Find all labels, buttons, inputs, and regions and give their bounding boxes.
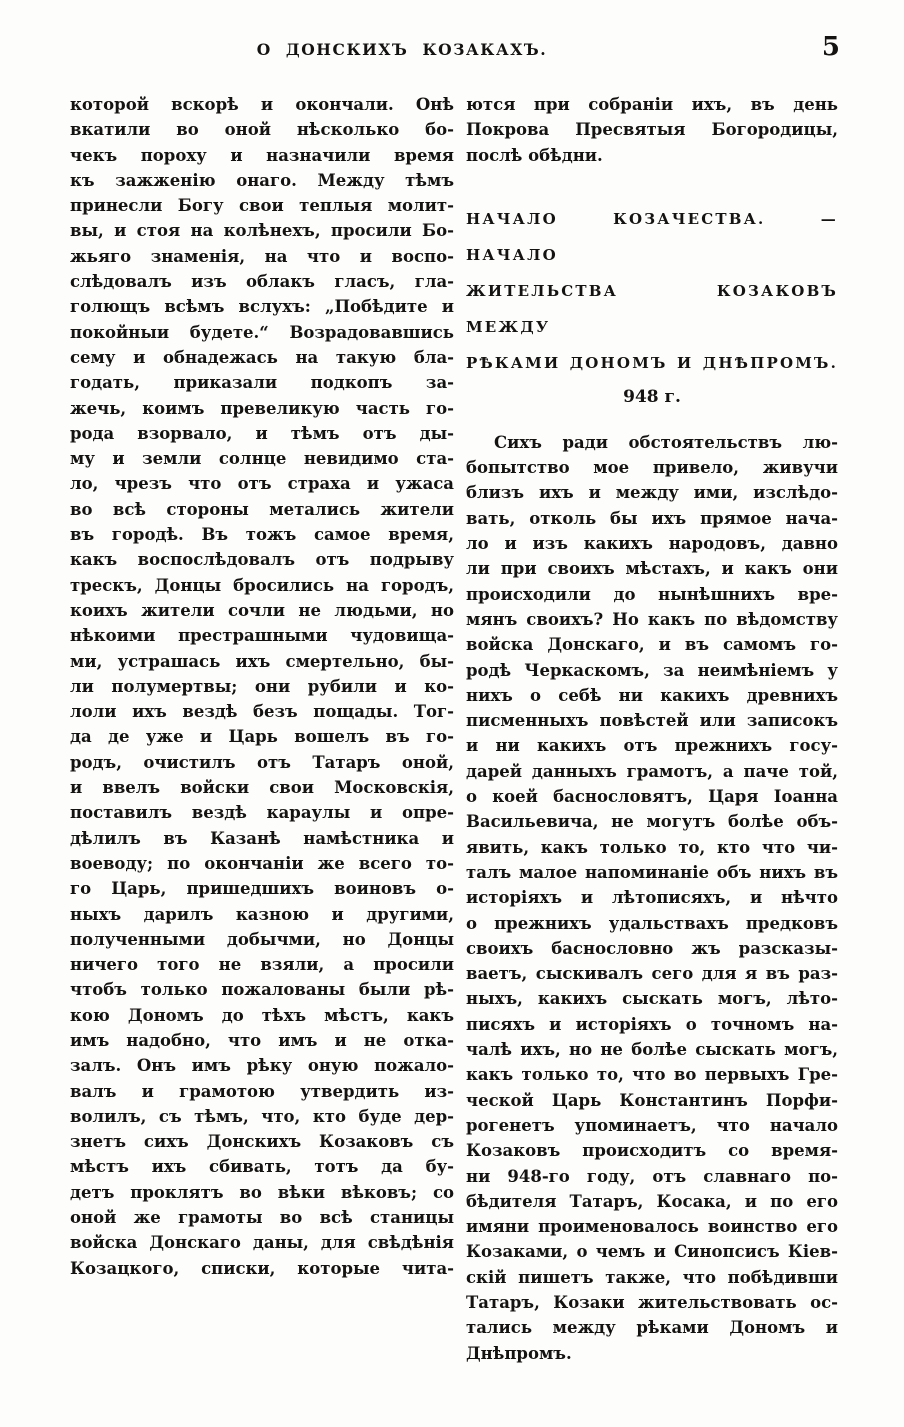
text-line: ваетъ, сыскивалъ сего для я въ раз-	[466, 964, 838, 984]
section-heading	[466, 201, 838, 411]
text-line: ничего того не взяли, а просили	[70, 955, 454, 975]
text-line: послѣ обѣдни.	[466, 145, 603, 165]
text-line: Сихъ ради обстоятельствъ лю-	[494, 432, 838, 452]
text-line: волилъ, съ тѣмъ, что, кто буде дер-	[70, 1106, 454, 1126]
column-gap	[454, 92, 466, 1366]
text-line: РѢКАМИ ДОНОМЪ И ДНѢПРОМЪ.	[466, 353, 838, 372]
text-line: которой вскорѣ и окончали. Онѣ	[70, 95, 454, 114]
text-columns	[70, 92, 838, 1366]
text-line: явить, какъ только то, кто что чи-	[466, 837, 838, 857]
text-line: ныхъ дарилъ казною и другими,	[70, 904, 454, 924]
text-line: тались между рѣками Дономъ и	[466, 1318, 838, 1338]
text-line: писменныхъ повѣстей или записокъ	[466, 711, 838, 731]
text-line: кою Дономъ до тѣхъ мѣстъ, какъ	[70, 1005, 454, 1025]
text-line: мѣстъ ихъ сбивать, тотъ да бу-	[70, 1157, 454, 1177]
text-line: къ зажженію онаго. Между тѣмъ	[70, 170, 454, 190]
text-line: происходили до нынѣшнихъ вре-	[466, 584, 838, 604]
right-column	[466, 92, 838, 1366]
text-line: во всѣ стороны метались жители	[70, 499, 454, 519]
text-line: залъ. Онъ имъ рѣку оную пожало-	[70, 1056, 454, 1076]
text-line: чалѣ ихъ, но не болѣе сыскать могъ,	[466, 1040, 838, 1060]
intro-paragraph	[466, 92, 838, 168]
text-line: ло и изъ какихъ народовъ, давно	[466, 534, 838, 554]
text-line: бѣдителя Татаръ, Косака, и по его	[466, 1191, 838, 1211]
text-line: оной же грамоты во всѣ станицы	[70, 1208, 454, 1228]
text-line: рогенетъ упоминаетъ, что начало	[466, 1115, 838, 1135]
text-line: покойныи будете.“ Возрадовавшись	[70, 322, 454, 342]
text-line: коихъ жители сочли не людьми, но	[70, 600, 454, 620]
text-line: Татаръ, Козаки жительствовать ос-	[466, 1292, 838, 1312]
text-line: чекъ пороху и назначили время	[70, 145, 454, 165]
text-line: поставилъ вездѣ караулы и опре-	[70, 803, 454, 823]
text-line: му и земли солнце невидимо ста-	[70, 449, 454, 469]
text-line: годать, приказали подкопъ за-	[70, 373, 454, 393]
text-line: и ввелъ войски свои Московскія,	[70, 778, 454, 798]
text-line: жьяго знаменія, на что и воспо-	[70, 246, 454, 266]
text-line: полученными добычми, но Донцы	[70, 929, 454, 949]
text-line: ли при своихъ мѣстахъ, и какъ они	[466, 559, 838, 579]
text-line: принесли Богу свои теплыя молит-	[70, 196, 454, 216]
text-line: имяни проименовалось воинство его	[466, 1217, 838, 1237]
text-line: го Царь, пришедшихъ воиновъ о-	[70, 879, 454, 899]
text-line: нихъ о себѣ ни какихъ древнихъ	[466, 685, 838, 705]
text-line: ло, чрезъ что отъ страха и ужаса	[70, 474, 454, 494]
text-line: талъ малое напоминаніе объ нихъ въ	[466, 862, 838, 882]
text-line: въ городѣ. Въ тожъ самое время,	[70, 525, 454, 545]
text-line: да де уже и Царь вошелъ въ го-	[70, 727, 454, 747]
text-line: ли полумертвы; они рубили и ко-	[70, 676, 454, 696]
text-line: ми, устрашась ихъ смертельно, бы-	[70, 651, 454, 671]
text-line: скій пишетъ также, что побѣдивши	[466, 1267, 838, 1287]
text-line: ныхъ, какихъ сыскать могъ, лѣто-	[466, 989, 838, 1009]
text-line: детъ проклятъ во вѣки вѣковъ; со	[70, 1182, 454, 1202]
text-line: родѣ Черкаскомъ, за неимѣніемъ у	[466, 660, 838, 680]
text-line: ЖИТЕЛЬСТВА КОЗАКОВЪ МЕЖДУ	[466, 281, 838, 336]
left-column	[70, 92, 454, 1366]
text-line: лоли ихъ вездѣ безъ пощады. Тог-	[70, 702, 454, 722]
text-line: нѣкоими престрашными чудовища-	[70, 626, 454, 646]
running-title: О ДОНСКИХЪ КОЗАКАХЪ.	[256, 40, 548, 59]
section-date: 948 г.	[623, 386, 681, 407]
text-line: ческой Царь Константинъ Порфи-	[466, 1090, 838, 1110]
text-line: валъ и грамотою утвердить из-	[70, 1081, 454, 1101]
body-paragraph	[466, 430, 838, 1366]
text-line: дѣлилъ въ Казанѣ намѣстника и	[70, 828, 454, 848]
text-line: воеводу; по окончаніи же всего то-	[70, 853, 454, 873]
text-line: рода взорвало, и тѣмъ отъ ды-	[70, 423, 454, 443]
text-line: родъ, очистилъ отъ Татаръ оной,	[70, 752, 454, 772]
text-line: войска Донскаго, и въ самомъ го-	[466, 635, 838, 655]
text-line: Козацкого, списки, которые чита-	[70, 1258, 454, 1278]
text-line: Днѣпромъ.	[466, 1343, 572, 1363]
text-line: бопытство мое привело, живучи	[466, 458, 838, 478]
text-line: Васильевича, не могутъ болѣе объ-	[466, 812, 838, 832]
text-line: дарей данныхъ грамотъ, а паче той,	[466, 761, 838, 781]
section-heading-lines	[466, 201, 838, 381]
text-line: войска Донскаго даны, для свѣдѣнія	[70, 1233, 454, 1253]
text-line: ни 948-го году, отъ славнаго по-	[466, 1166, 838, 1186]
text-line: и ни какихъ отъ прежнихъ госу-	[466, 736, 838, 756]
text-line: знетъ сихъ Донскихъ Козаковъ съ	[70, 1132, 454, 1152]
text-line: вкатили во оной нѣсколько бо-	[70, 120, 454, 140]
text-line: какъ воспослѣдовалъ отъ подрыву	[70, 550, 454, 570]
text-line: ются при собраніи ихъ, въ день	[466, 95, 838, 114]
text-line: имъ надобно, что имъ и не отка-	[70, 1030, 454, 1050]
text-line: Козаковъ происходитъ со время-	[466, 1141, 838, 1161]
text-line: какъ только то, что во первыхъ Гре-	[466, 1065, 838, 1085]
text-line: Покрова Пресвятыя Богородицы,	[466, 120, 838, 140]
text-line: вать, отколь бы ихъ прямое нача-	[466, 508, 838, 528]
text-line: Козаками, о чемъ и Синопсисъ Кіев-	[466, 1242, 838, 1262]
page-number: 5	[821, 32, 840, 62]
text-line: чтобъ только пожалованы были рѣ-	[70, 980, 454, 1000]
text-line: сему и обнадежась на такую бла-	[70, 347, 454, 367]
text-line: НАЧАЛО КОЗАЧЕСТВА. — НАЧАЛО	[466, 209, 838, 264]
text-line: исторіяхъ и лѣтописяхъ, и нѣчто	[466, 888, 838, 908]
text-line: близъ ихъ и между ими, изслѣдо-	[466, 483, 838, 503]
text-line: мянъ своихъ? Но какъ по вѣдомству	[466, 609, 838, 629]
text-line: жечь, коимъ превеликую часть го-	[70, 398, 454, 418]
text-line: о прежнихъ удальствахъ предковъ	[466, 913, 838, 933]
text-line: голющъ всѣмъ вслухъ: „Побѣдите и	[70, 297, 454, 317]
text-line: своихъ баснословно жъ разсказы-	[466, 938, 838, 958]
text-line: вы, и стоя на колѣнехъ, просили Бо-	[70, 221, 454, 241]
text-line: слѣдовалъ изъ облакъ гласъ, гла-	[70, 272, 454, 292]
text-line: писяхъ и исторіяхъ о точномъ на-	[466, 1014, 838, 1034]
text-line: трескъ, Донцы бросились на городъ,	[70, 575, 454, 595]
text-line: о коей баснословятъ, Царя Іоанна	[466, 787, 838, 807]
